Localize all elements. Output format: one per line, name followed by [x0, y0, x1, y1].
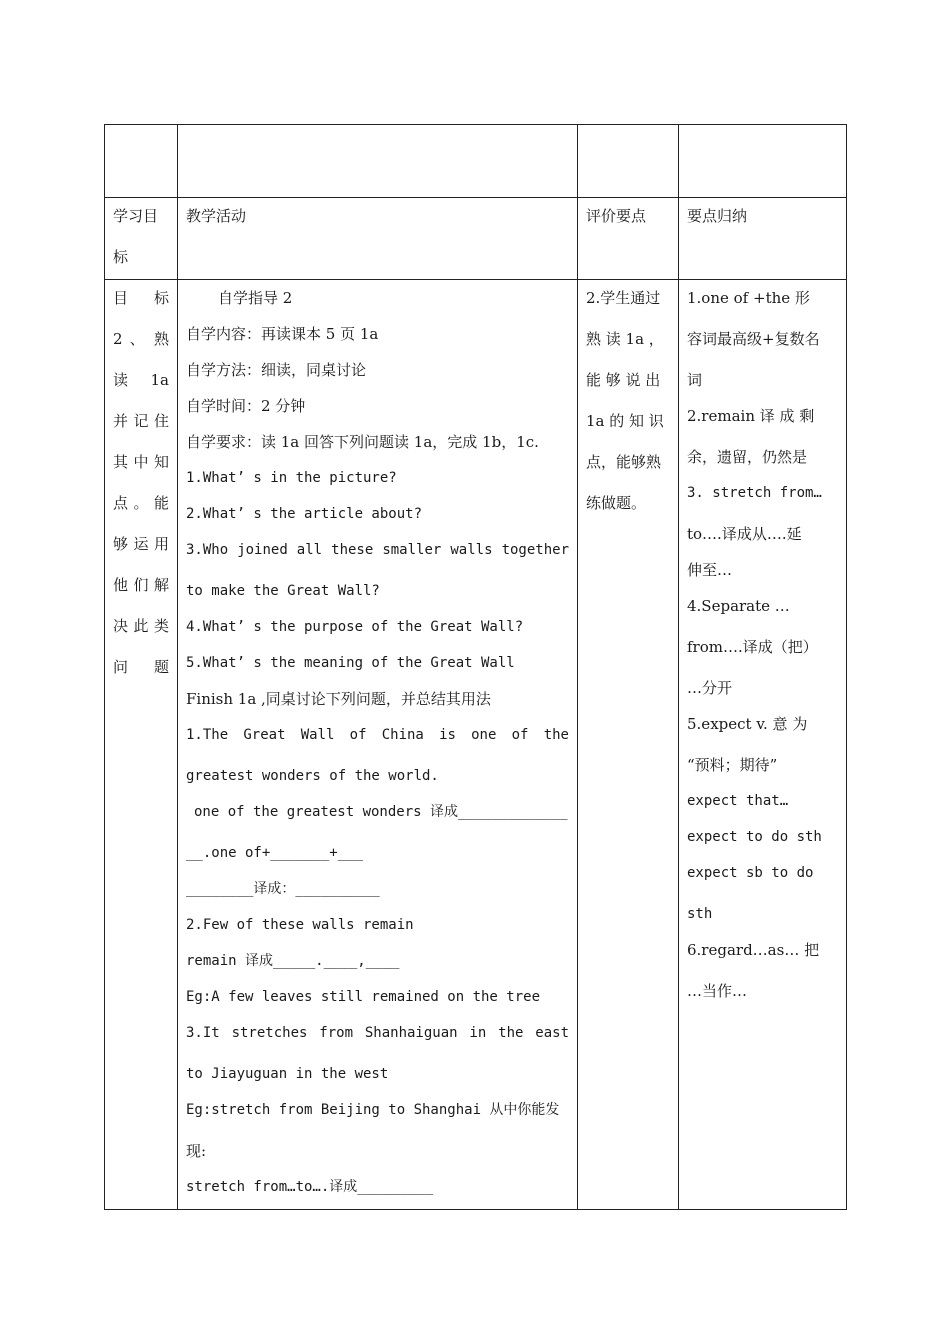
goal-line: 其中知	[113, 453, 169, 471]
example-line: 3.It stretches from Shanhaiguan in the east	[186, 1025, 569, 1041]
summary-line: 4.Separate …	[687, 597, 790, 615]
header-evaluation-points	[578, 198, 679, 280]
summary-line: “预料；期待”	[687, 756, 778, 774]
activity-line: 自学方法：细读，同桌讨论	[186, 361, 367, 379]
goal-line: 问 题	[113, 658, 169, 676]
example-line: to Jiayuguan in the west	[186, 1066, 389, 1082]
summary-line: …当作…	[687, 982, 748, 1000]
summary-line: …分开	[687, 679, 733, 697]
example-line: greatest wonders of the world.	[186, 768, 439, 784]
question-line: 1.What’ s in the picture?	[186, 470, 397, 486]
goal-line: 决此类	[113, 617, 169, 635]
question-line: to make the Great Wall?	[186, 583, 380, 599]
example-line: 1.The Great Wall of China is one of the	[186, 727, 569, 743]
question-line: 5.What’ s the meaning of the Great Wall	[186, 655, 515, 671]
fill-blank-line: __.one of+_______+___	[186, 845, 364, 861]
header-text: 标	[113, 248, 129, 266]
goal-line: 并记住	[113, 412, 169, 430]
fill-blank-line: one of the greatest wonders 译成_____________	[194, 804, 568, 820]
learning-goals-cell	[105, 280, 178, 1210]
evaluation-line: 练做题。	[586, 494, 647, 512]
evaluation-line: 点，能够熟	[586, 453, 662, 471]
activity-line: 现:	[186, 1142, 207, 1160]
example-line: Eg:stretch from Beijing to Shanghai 从中你能发	[186, 1102, 560, 1118]
header-text: 学习目	[113, 207, 159, 225]
summary-line: from….译成（把）	[687, 638, 818, 656]
evaluation-line: 2.学生通过	[586, 289, 661, 307]
content-row	[105, 280, 847, 1210]
key-points-summary-cell	[679, 280, 847, 1210]
summary-line: expect that…	[687, 793, 789, 809]
header-text: 要点归纳	[687, 207, 748, 225]
summary-line: 3. stretch from…	[687, 485, 822, 501]
self-study-guide-title: 自学指导 2	[218, 289, 293, 307]
goal-line: 读 1a	[113, 371, 169, 389]
empty-cell	[679, 125, 847, 198]
activity-line: 自学要求：读 1a 回答下列问题读 1a，完成 1b，1c.	[186, 433, 539, 451]
evaluation-line: 1a 的 知 识	[586, 412, 664, 430]
header-text: 评价要点	[586, 207, 647, 225]
goal-line: 2 、 熟	[113, 330, 169, 348]
activity-line: 自学内容：再读课本 5 页 1a	[186, 325, 379, 343]
lesson-plan-document	[104, 124, 846, 1210]
teaching-activities-cell	[178, 280, 578, 1210]
question-line: 4.What’ s the purpose of the Great Wall?	[186, 619, 524, 635]
summary-line: 2.remain 译 成 剩	[687, 407, 815, 425]
summary-line: sth	[687, 906, 713, 922]
summary-line: 容词最高级+复数名	[687, 330, 820, 348]
empty-cell	[178, 125, 578, 198]
question-line: 2.What’ s the article about?	[186, 506, 423, 522]
summary-line: 余，遗留，仍然是	[687, 448, 808, 466]
header-learning-goals	[105, 198, 178, 280]
empty-top-row	[105, 125, 847, 198]
goal-line: 他们解	[113, 576, 169, 594]
activity-line: Finish 1a ,同桌讨论下列问题，并总结其用法	[186, 690, 491, 708]
goal-line: 目 标	[113, 289, 169, 307]
example-line: Eg:A few leaves still remained on the tree	[186, 989, 541, 1005]
summary-line: 5.expect v. 意 为	[687, 715, 808, 733]
summary-line: 词	[687, 371, 703, 389]
evaluation-line: 熟 读 1a ，	[586, 330, 664, 348]
summary-line: to….译成从….延	[687, 525, 802, 543]
question-line: 3.Who joined all these smaller walls together	[186, 542, 569, 558]
fill-blank-line: remain 译成_____.____,____	[186, 953, 400, 969]
header-row	[105, 198, 847, 280]
summary-line: expect to do sth	[687, 829, 822, 845]
empty-cell	[578, 125, 679, 198]
fill-blank-line: stretch from…to….译成_________	[186, 1179, 434, 1195]
header-key-points-summary	[679, 198, 847, 280]
activity-line: 自学时间：2 分钟	[186, 397, 306, 415]
summary-line: 1.one of +the 形	[687, 289, 810, 307]
goal-line: 点。能	[113, 494, 169, 512]
example-line: 2.Few of these walls remain	[186, 917, 414, 933]
lesson-plan-table	[104, 124, 847, 1210]
summary-line: 伸至…	[687, 561, 733, 579]
header-teaching-activities	[178, 198, 578, 280]
evaluation-line: 能 够 说 出	[586, 371, 661, 389]
goal-line: 够运用	[113, 535, 169, 553]
empty-cell	[105, 125, 178, 198]
summary-line: 6.regard…as… 把	[687, 941, 820, 959]
fill-blank-line: ________译成：__________	[186, 881, 380, 897]
evaluation-points-cell	[578, 280, 679, 1210]
summary-line: expect sb to do	[687, 865, 814, 881]
header-text: 教学活动	[186, 207, 247, 225]
